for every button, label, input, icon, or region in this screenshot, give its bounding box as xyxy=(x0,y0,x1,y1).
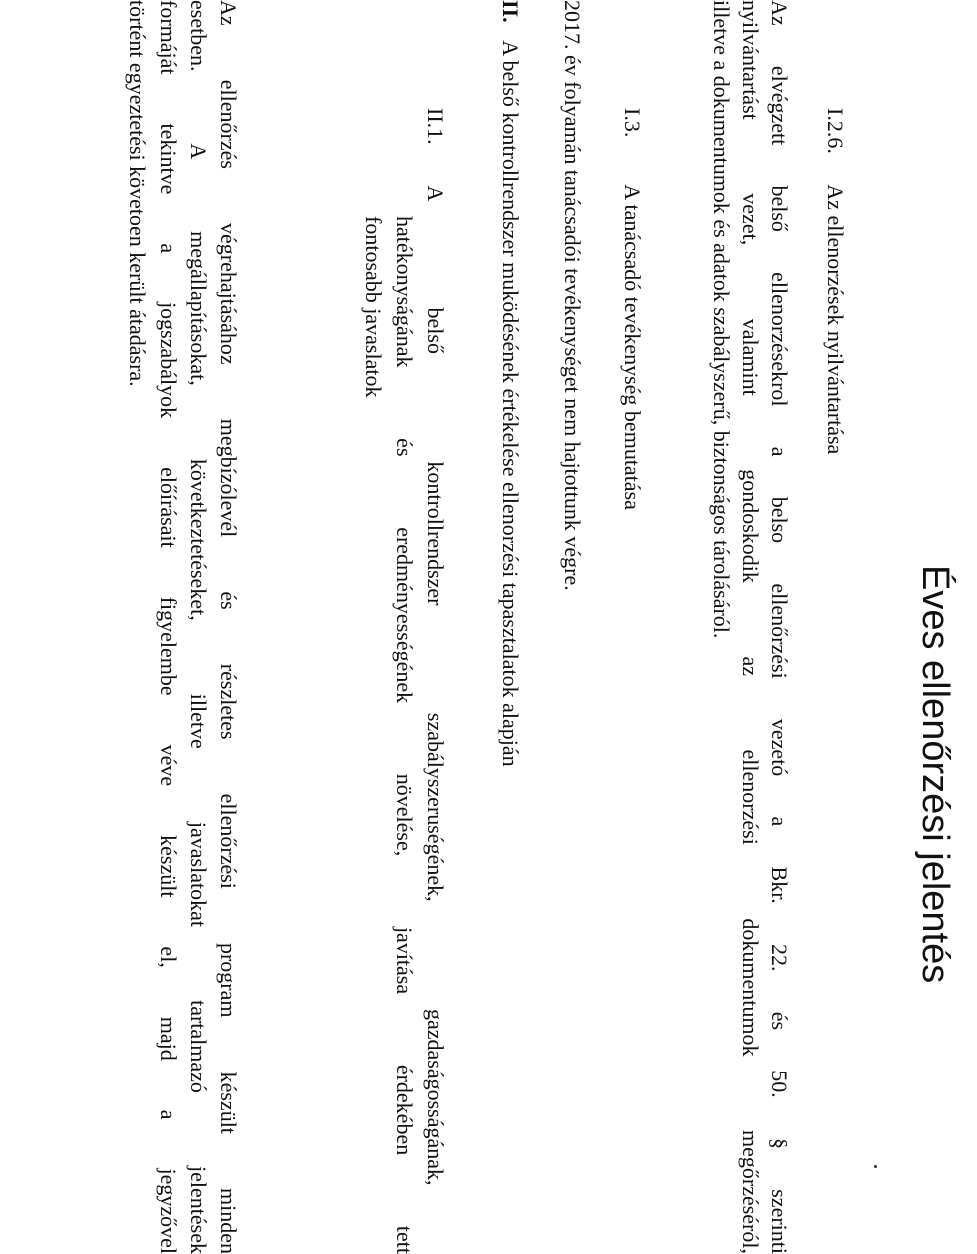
paragraph-line: illetve a dokumentumok és adatok szabályszerű, biztonságos tárolásáról. xyxy=(709,0,734,639)
section-title-line: fontosabb javaslatok xyxy=(361,216,386,398)
paragraph-line: formáját tekintve a jogszabályok előírásait figyelembe véve készült el, majd a jegyzővel xyxy=(156,0,181,1254)
section-number: I.3. xyxy=(620,108,645,138)
section-number: II. xyxy=(498,0,523,23)
section-number: I.2.6. xyxy=(823,108,848,154)
document-title: Éves ellenőrzési jelentés xyxy=(914,565,956,984)
section-title: A belső kontrollrendszer muködésének értékelése ellenorzési tapasztalatok alapján xyxy=(498,40,523,767)
paragraph-line: 2017. év folyamán tanácsadói tevékenységet nem hajtottunk végre. xyxy=(560,0,585,591)
section-title: A tanácsadó tevékenység bemutatása xyxy=(620,184,645,510)
section-heading-1-3 xyxy=(620,108,644,510)
scan-speck xyxy=(874,1165,877,1168)
section-heading-2-1 xyxy=(423,108,447,1254)
section-title: A belső kontrollrendszer szabályszeruségének, gazdaságosságának, xyxy=(423,185,448,1186)
paragraph-line: esetben. A megállapításokat, következtetéseket, illetve javaslatokat tartalmazó jelentések xyxy=(186,0,211,1254)
section-title-line: hatékonyságának és eredményességének növelése, javítása érdekében tett xyxy=(392,216,417,1254)
paragraph-line: történt egyeztetési követoen került átadásra. xyxy=(125,0,150,387)
paragraph-line: Az elvégzett belső ellenorzésekrol a belso ellenőrzési vezetó a Bkr. 22. és 50. § szerinti xyxy=(767,0,792,1254)
section-heading-2 xyxy=(498,0,522,767)
section-heading-1-2-6 xyxy=(823,108,847,454)
section-title: Az ellenorzések nyilvántartása xyxy=(823,184,848,455)
section-number: II.1. xyxy=(423,108,448,145)
paragraph-line: Az ellenőrzés végrehajtásához megbízólevél és részletes ellenőrzési program készült minden xyxy=(216,0,241,1254)
paragraph-line: nyilvántartást vezet, valamint gondoskodik az ellenorzési dokumentumok megőrzéséról, xyxy=(738,0,763,1254)
